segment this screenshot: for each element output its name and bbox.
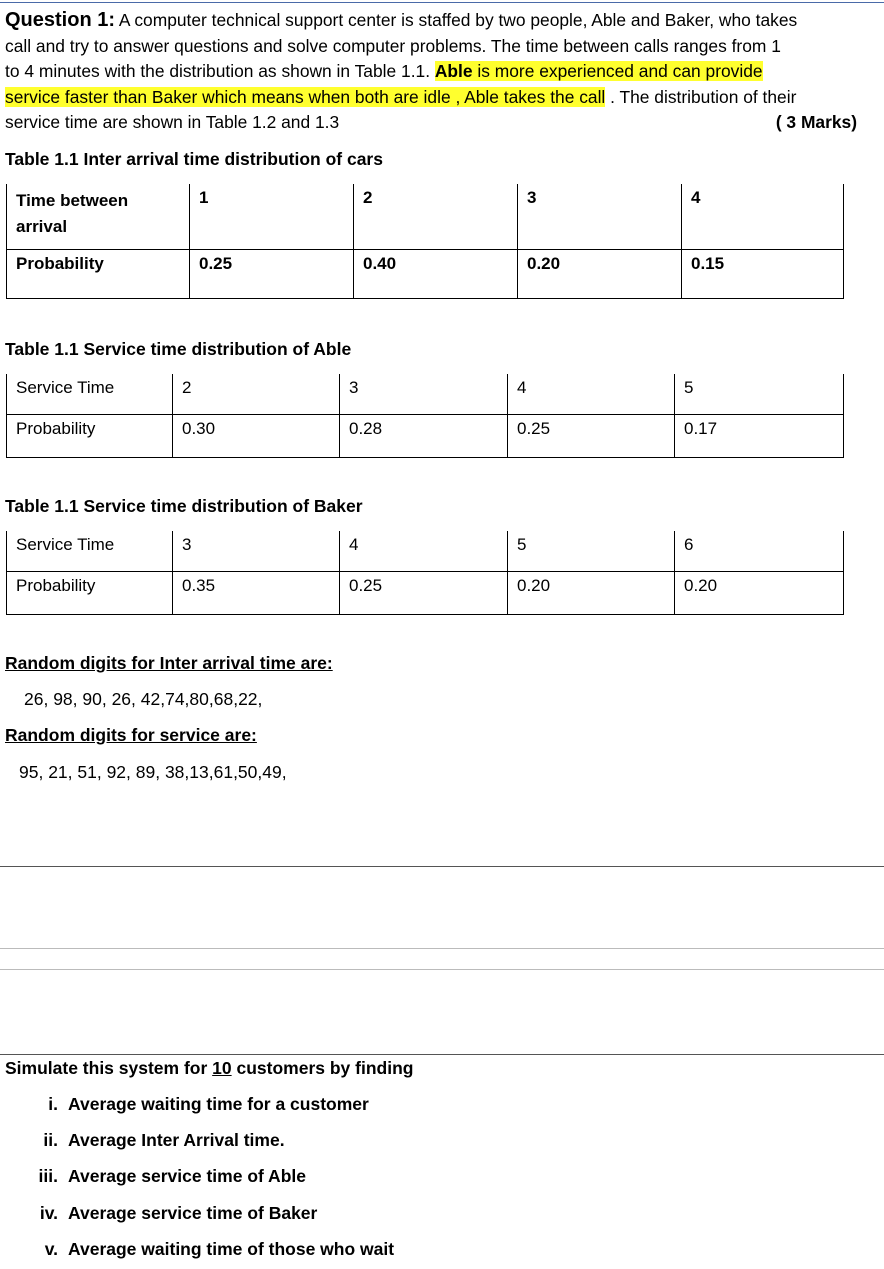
question-text-1: A computer technical support center is staffed by two people, Able and Baker, who takes	[115, 10, 798, 30]
row-label: Service Time	[7, 374, 173, 414]
list-item	[0, 1094, 700, 1118]
list-item	[0, 1166, 700, 1190]
divider	[0, 866, 884, 867]
list-number: i.	[48, 1094, 58, 1114]
row-label: Time between arrival	[7, 184, 190, 249]
table-cell: 0.20	[675, 571, 844, 614]
question-text-5: service time are shown in Table 1.2 and 1.3	[5, 112, 340, 132]
list-item	[0, 1130, 700, 1154]
customer-count: 10	[212, 1058, 232, 1078]
table-row	[7, 414, 844, 457]
list-number: iii.	[38, 1166, 58, 1186]
question-highlight-1: is more experienced and can provide	[472, 61, 763, 81]
baker-service-table	[6, 531, 844, 615]
question-line-4	[5, 85, 884, 111]
table-cell: 4	[340, 531, 508, 571]
row-label: Probability	[7, 571, 173, 614]
table-cell: 0.15	[682, 249, 844, 298]
simulate-instruction	[5, 1058, 413, 1079]
list-text: Average service time of Baker	[68, 1203, 318, 1223]
table-cell: 2	[354, 184, 518, 249]
divider	[0, 969, 884, 970]
table-1-caption: Table 1.1 Inter arrival time distribution of cars	[5, 149, 383, 169]
table-cell: 0.40	[354, 249, 518, 298]
table-row	[7, 374, 844, 414]
list-number: iv.	[39, 1203, 58, 1223]
table-cell: 0.25	[190, 249, 354, 298]
table-cell: 3	[340, 374, 508, 414]
table-cell: 3	[518, 184, 682, 249]
table-cell: 4	[508, 374, 675, 414]
list-number: v.	[44, 1239, 58, 1259]
table-cell: 5	[675, 374, 844, 414]
simulate-prefix: Simulate this system for	[5, 1058, 213, 1078]
list-item	[0, 1203, 700, 1227]
table-row	[7, 571, 844, 614]
interarrival-random-heading: Random digits for Inter arrival time are:	[5, 653, 333, 673]
question-title: Question 1:	[5, 9, 116, 31]
interarrival-table	[6, 184, 844, 299]
table-row	[7, 531, 844, 571]
table-cell: 0.28	[340, 414, 508, 457]
question-paragraph	[5, 8, 884, 136]
marks-label: ( 3 Marks)	[775, 112, 857, 132]
able-service-table	[6, 374, 844, 458]
table-row	[7, 184, 844, 249]
table-cell: 0.30	[173, 414, 340, 457]
question-highlight-2: service faster than Baker which means when both are idle , Able takes the call	[5, 86, 606, 107]
question-text-3a: to 4 minutes with the distribution as shown in Table 1.1.	[5, 61, 435, 81]
list-text: Average service time of Able	[68, 1166, 306, 1186]
table-cell: 1	[190, 184, 354, 249]
interarrival-random-digits: 26, 98, 90, 26, 42,74,80,68,22,	[24, 689, 263, 709]
question-line-3	[5, 59, 884, 85]
list-item	[0, 1239, 700, 1263]
service-random-digits: 95, 21, 51, 92, 89, 38,13,61,50,49,	[19, 762, 287, 782]
table-cell: 3	[173, 531, 340, 571]
table-cell: 0.35	[173, 571, 340, 614]
table-cell: 2	[173, 374, 340, 414]
table-cell: 0.20	[508, 571, 675, 614]
question-line-5	[5, 110, 884, 136]
table-cell: 6	[675, 531, 844, 571]
table-cell: 0.17	[675, 414, 844, 457]
table-2-caption: Table 1.1 Service time distribution of Able	[5, 339, 352, 359]
table-3-caption: Table 1.1 Service time distribution of Baker	[5, 496, 363, 516]
table-cell: 0.25	[340, 571, 508, 614]
row-label: Service Time	[7, 531, 173, 571]
able-highlight-bold: Able	[434, 61, 473, 81]
question-text-4b: . The distribution of their	[605, 86, 797, 107]
row-label: Probability	[7, 414, 173, 457]
service-random-heading: Random digits for service are:	[5, 725, 257, 745]
list-text: Average waiting time for a customer	[68, 1094, 369, 1114]
table-row	[7, 249, 844, 298]
table-cell: 0.20	[518, 249, 682, 298]
question-line-2: call and try to answer questions and solve computer problems. The time between calls ranges from 1	[5, 35, 781, 56]
table-cell: 5	[508, 531, 675, 571]
divider	[0, 1054, 884, 1055]
table-cell: 4	[682, 184, 844, 249]
question-line-1	[5, 8, 884, 34]
list-text: Average Inter Arrival time.	[68, 1130, 285, 1150]
table-cell: 0.25	[508, 414, 675, 457]
list-text: Average waiting time of those who wait	[68, 1239, 395, 1259]
top-rule	[0, 2, 884, 3]
row-label: Probability	[7, 249, 190, 298]
list-number: ii.	[43, 1130, 58, 1150]
simulate-suffix: customers by finding	[231, 1058, 414, 1078]
divider	[0, 948, 884, 949]
